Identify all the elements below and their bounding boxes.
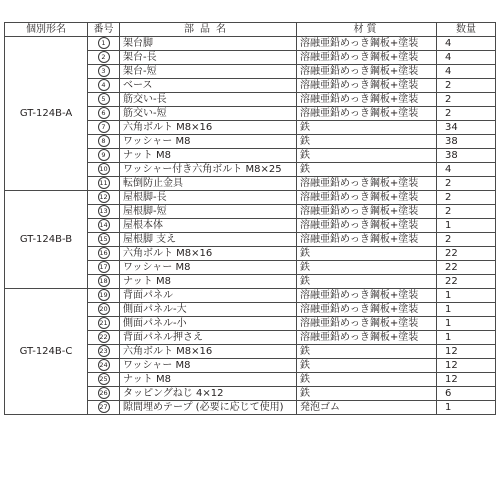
circled-number-badge: 15 bbox=[99, 235, 108, 243]
part-number-cell bbox=[88, 345, 120, 359]
quantity-cell: 1 bbox=[437, 317, 496, 331]
header-part-name: 部品名 bbox=[120, 23, 297, 37]
material-cell: 鉄 bbox=[297, 275, 437, 289]
circled-number-badge: 21 bbox=[99, 319, 108, 327]
circled-number-badge: 18 bbox=[99, 277, 108, 285]
circled-number-badge: 23 bbox=[99, 347, 108, 355]
quantity-cell: 12 bbox=[437, 373, 496, 387]
circled-number-badge: 3 bbox=[98, 65, 110, 77]
part-number-cell bbox=[88, 191, 120, 205]
quantity-cell: 22 bbox=[437, 247, 496, 261]
material-cell: 発泡ゴム bbox=[297, 401, 437, 415]
material-cell: 溶融亜鉛めっき鋼板+塗装 bbox=[297, 93, 437, 107]
circled-number-badge: 9 bbox=[98, 149, 110, 161]
part-name-cell: 六角ボルト M8×16 bbox=[120, 247, 297, 261]
part-name-cell: ワッシャー M8 bbox=[120, 359, 297, 373]
quantity-cell: 2 bbox=[437, 177, 496, 191]
part-number-cell bbox=[88, 303, 120, 317]
circled-number-badge: 11 bbox=[99, 179, 108, 187]
material-cell: 溶融亜鉛めっき鋼板+塗装 bbox=[297, 79, 437, 93]
part-number-cell bbox=[88, 177, 120, 191]
quantity-cell: 38 bbox=[437, 149, 496, 163]
material-cell: 溶融亜鉛めっき鋼板+塗装 bbox=[297, 37, 437, 51]
material-cell: 溶融亜鉛めっき鋼板+塗装 bbox=[297, 205, 437, 219]
part-number-cell bbox=[88, 233, 120, 247]
quantity-cell: 1 bbox=[437, 331, 496, 345]
quantity-cell: 2 bbox=[437, 79, 496, 93]
quantity-cell: 2 bbox=[437, 205, 496, 219]
part-number-cell bbox=[88, 247, 120, 261]
material-cell: 鉄 bbox=[297, 149, 437, 163]
quantity-cell: 1 bbox=[437, 303, 496, 317]
part-name-cell: 背面パネル bbox=[120, 289, 297, 303]
part-number-cell bbox=[88, 401, 120, 415]
part-name-cell: ベース bbox=[120, 79, 297, 93]
quantity-cell: 1 bbox=[437, 219, 496, 233]
group-model-cell: GT-124B-A bbox=[5, 37, 88, 191]
part-number-cell bbox=[88, 149, 120, 163]
circled-number-badge: 13 bbox=[99, 207, 108, 215]
circled-number-badge: 8 bbox=[98, 135, 110, 147]
group-model-cell: GT-124B-B bbox=[5, 191, 88, 289]
part-name-cell: ナット M8 bbox=[120, 373, 297, 387]
part-number-cell bbox=[88, 317, 120, 331]
material-cell: 溶融亜鉛めっき鋼板+塗装 bbox=[297, 191, 437, 205]
circled-number-badge: 16 bbox=[99, 249, 108, 257]
quantity-cell: 2 bbox=[437, 107, 496, 121]
circled-number-badge: 24 bbox=[99, 361, 108, 369]
part-number-cell bbox=[88, 107, 120, 121]
part-name-cell: ワッシャー M8 bbox=[120, 135, 297, 149]
quantity-cell: 22 bbox=[437, 261, 496, 275]
quantity-cell: 2 bbox=[437, 233, 496, 247]
circled-number-badge: 5 bbox=[98, 93, 110, 105]
part-name-cell: 六角ボルト M8×16 bbox=[120, 345, 297, 359]
part-number-cell bbox=[88, 373, 120, 387]
header-material: 材質 bbox=[297, 23, 437, 37]
quantity-cell: 4 bbox=[437, 163, 496, 177]
quantity-cell: 38 bbox=[437, 135, 496, 149]
part-name-cell: 屋根脚-短 bbox=[120, 205, 297, 219]
quantity-cell: 2 bbox=[437, 191, 496, 205]
part-number-cell bbox=[88, 387, 120, 401]
material-cell: 溶融亜鉛めっき鋼板+塗装 bbox=[297, 303, 437, 317]
part-name-cell: 屋根脚 支え bbox=[120, 233, 297, 247]
material-cell: 鉄 bbox=[297, 261, 437, 275]
part-name-cell: 側面パネル-大 bbox=[120, 303, 297, 317]
circled-number-badge: 4 bbox=[98, 79, 110, 91]
material-cell: 鉄 bbox=[297, 247, 437, 261]
circled-number-badge: 2 bbox=[98, 51, 110, 63]
material-cell: 溶融亜鉛めっき鋼板+塗装 bbox=[297, 331, 437, 345]
parts-list-table bbox=[4, 22, 496, 415]
table-row bbox=[5, 191, 496, 205]
part-number-cell bbox=[88, 359, 120, 373]
quantity-cell: 22 bbox=[437, 275, 496, 289]
part-number-cell bbox=[88, 261, 120, 275]
table-row bbox=[5, 37, 496, 51]
quantity-cell: 6 bbox=[437, 387, 496, 401]
part-name-cell: 隙間埋めテープ (必要に応じて使用) bbox=[120, 401, 297, 415]
part-number-cell bbox=[88, 121, 120, 135]
material-cell: 鉄 bbox=[297, 121, 437, 135]
part-name-cell: 屋根脚-長 bbox=[120, 191, 297, 205]
material-cell: 溶融亜鉛めっき鋼板+塗装 bbox=[297, 107, 437, 121]
material-cell: 鉄 bbox=[297, 373, 437, 387]
part-name-cell: ナット M8 bbox=[120, 275, 297, 289]
part-name-cell: 六角ボルト M8×16 bbox=[120, 121, 297, 135]
part-number-cell bbox=[88, 93, 120, 107]
quantity-cell: 1 bbox=[437, 401, 496, 415]
part-number-cell bbox=[88, 135, 120, 149]
quantity-cell: 4 bbox=[437, 51, 496, 65]
material-cell: 鉄 bbox=[297, 345, 437, 359]
part-name-cell: 背面パネル押さえ bbox=[120, 331, 297, 345]
part-name-cell: 架台-長 bbox=[120, 51, 297, 65]
table-body bbox=[5, 37, 496, 415]
part-name-cell: 架台-短 bbox=[120, 65, 297, 79]
part-name-cell: 転倒防止金具 bbox=[120, 177, 297, 191]
part-name-cell: 側面パネル-小 bbox=[120, 317, 297, 331]
part-number-cell bbox=[88, 289, 120, 303]
circled-number-badge: 25 bbox=[99, 375, 108, 383]
part-number-cell bbox=[88, 219, 120, 233]
circled-number-badge: 1 bbox=[98, 37, 110, 49]
header-quantity: 数量 bbox=[437, 23, 496, 37]
part-number-cell bbox=[88, 51, 120, 65]
circled-number-badge: 20 bbox=[99, 305, 108, 313]
part-number-cell bbox=[88, 79, 120, 93]
part-name-cell: ワッシャー M8 bbox=[120, 261, 297, 275]
material-cell: 鉄 bbox=[297, 359, 437, 373]
circled-number-badge: 17 bbox=[99, 263, 108, 271]
material-cell: 溶融亜鉛めっき鋼板+塗装 bbox=[297, 177, 437, 191]
quantity-cell: 4 bbox=[437, 37, 496, 51]
quantity-cell: 2 bbox=[437, 93, 496, 107]
part-number-cell bbox=[88, 275, 120, 289]
material-cell: 溶融亜鉛めっき鋼板+塗装 bbox=[297, 65, 437, 79]
circled-number-badge: 19 bbox=[99, 291, 108, 299]
header-row bbox=[5, 23, 496, 37]
material-cell: 溶融亜鉛めっき鋼板+塗装 bbox=[297, 51, 437, 65]
material-cell: 溶融亜鉛めっき鋼板+塗装 bbox=[297, 219, 437, 233]
part-name-cell: タッピングねじ 4×12 bbox=[120, 387, 297, 401]
material-cell: 溶融亜鉛めっき鋼板+塗装 bbox=[297, 289, 437, 303]
circled-number-badge: 27 bbox=[99, 403, 108, 411]
table-row bbox=[5, 289, 496, 303]
material-cell: 鉄 bbox=[297, 387, 437, 401]
table-header bbox=[5, 23, 496, 37]
circled-number-badge: 7 bbox=[98, 121, 110, 133]
part-number-cell bbox=[88, 37, 120, 51]
part-number-cell bbox=[88, 65, 120, 79]
quantity-cell: 4 bbox=[437, 65, 496, 79]
material-cell: 鉄 bbox=[297, 163, 437, 177]
part-number-cell bbox=[88, 331, 120, 345]
header-number: 番号 bbox=[88, 23, 120, 37]
circled-number-badge: 14 bbox=[99, 221, 108, 229]
part-number-cell bbox=[88, 205, 120, 219]
header-model: 個別形名 bbox=[5, 23, 88, 37]
part-name-cell: ナット M8 bbox=[120, 149, 297, 163]
circled-number-badge: 22 bbox=[99, 333, 108, 341]
circled-number-badge: 12 bbox=[99, 193, 108, 201]
quantity-cell: 12 bbox=[437, 345, 496, 359]
material-cell: 溶融亜鉛めっき鋼板+塗装 bbox=[297, 317, 437, 331]
quantity-cell: 34 bbox=[437, 121, 496, 135]
part-name-cell: ワッシャー付き六角ボルト M8×25 bbox=[120, 163, 297, 177]
circled-number-badge: 10 bbox=[99, 165, 108, 173]
part-name-cell: 筋交い-短 bbox=[120, 107, 297, 121]
material-cell: 鉄 bbox=[297, 135, 437, 149]
quantity-cell: 1 bbox=[437, 289, 496, 303]
part-name-cell: 筋交い-長 bbox=[120, 93, 297, 107]
material-cell: 溶融亜鉛めっき鋼板+塗装 bbox=[297, 233, 437, 247]
part-name-cell: 架台脚 bbox=[120, 37, 297, 51]
quantity-cell: 12 bbox=[437, 359, 496, 373]
part-number-cell bbox=[88, 163, 120, 177]
group-model-cell: GT-124B-C bbox=[5, 289, 88, 415]
circled-number-badge: 6 bbox=[98, 107, 110, 119]
part-name-cell: 屋根本体 bbox=[120, 219, 297, 233]
circled-number-badge: 26 bbox=[99, 389, 108, 397]
